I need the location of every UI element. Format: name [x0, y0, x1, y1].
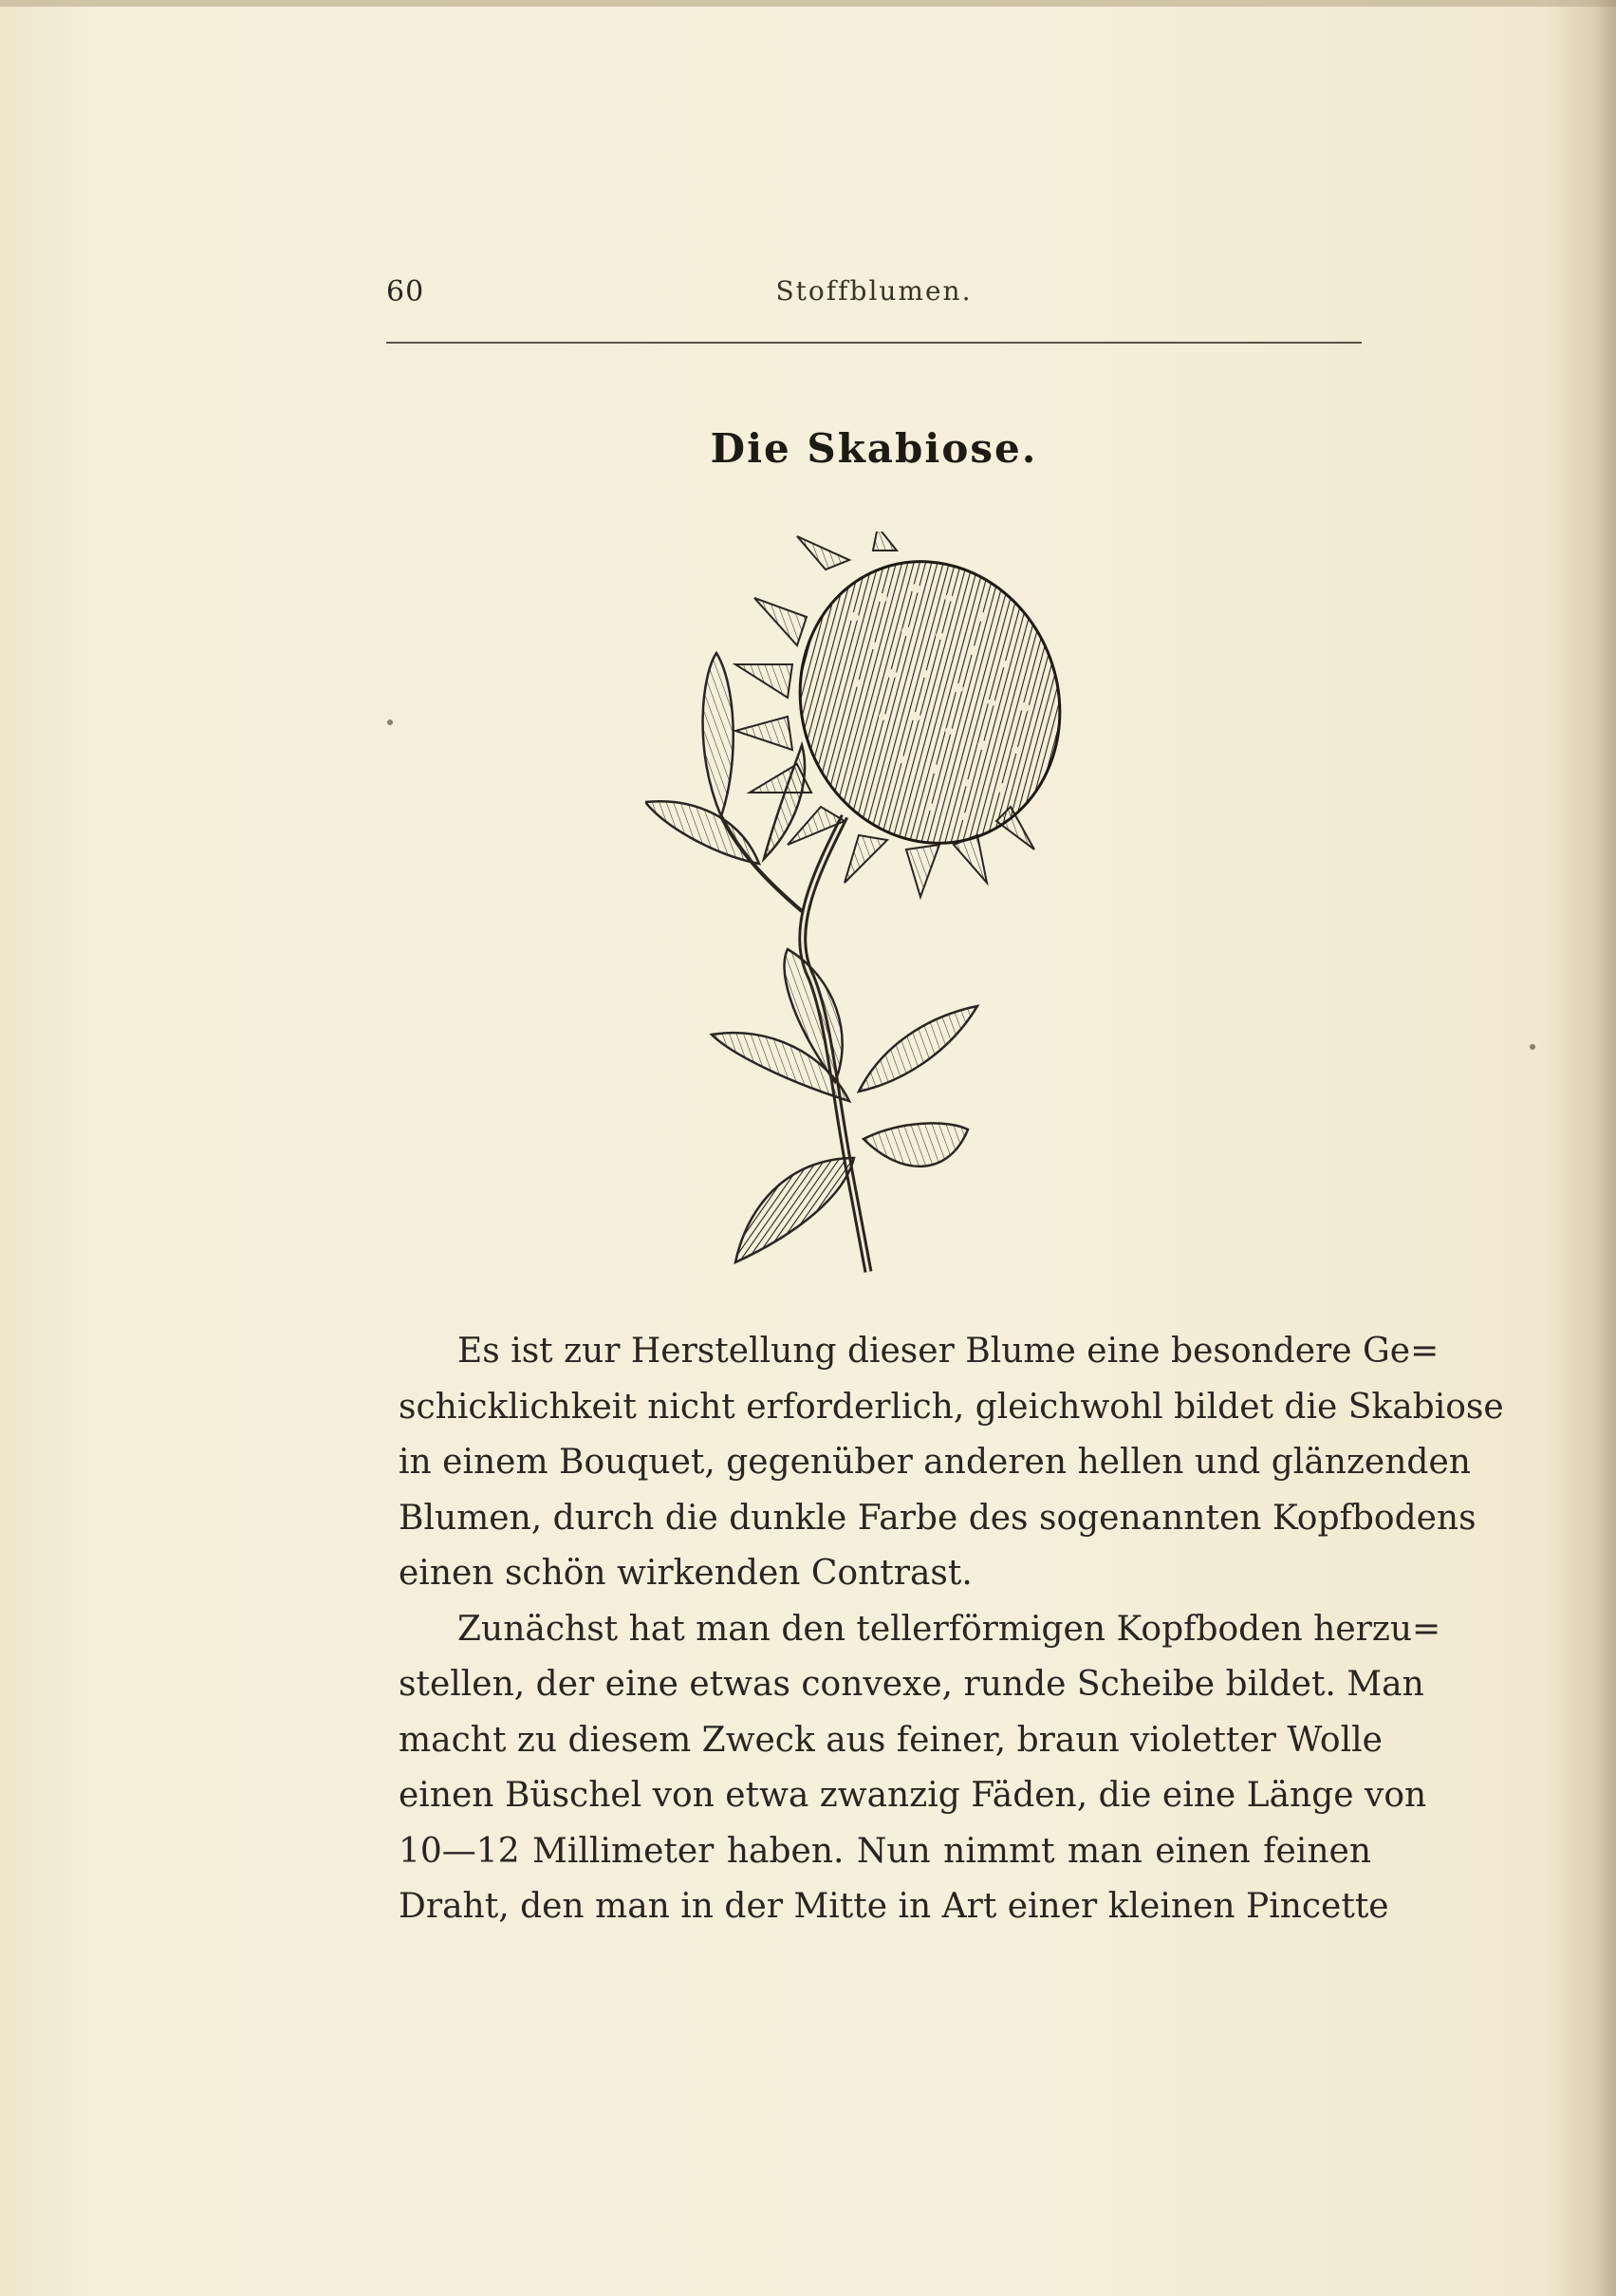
text-line: Es ist zur Herstellung dieser Blume eine besondere Ge= [457, 1332, 1440, 1371]
text-line: einen Büschel von etwa zwanzig Fäden, die eine Länge von [399, 1776, 1427, 1815]
page-top-edge [0, 0, 1616, 7]
paragraph-1 [399, 1324, 1504, 1602]
text-line: 10—12 Millimeter haben. Nun nimmt man einen feinen [399, 1831, 1371, 1871]
paragraph-2 [399, 1602, 1441, 1935]
paper-speck [1530, 1044, 1535, 1050]
page-number: 60 [386, 275, 425, 308]
text-line: schicklichkeit nicht erforderlich, gleichwohl bildet die Skabiose [399, 1387, 1504, 1427]
text-line: in einem Bouquet, gegenüber anderen hellen und glänzenden [399, 1443, 1471, 1482]
running-head: Stoffblumen. [775, 275, 973, 307]
paper-speck [387, 719, 393, 725]
body-text [399, 1324, 1504, 1935]
page-right-edge-shadow [1540, 0, 1616, 2296]
section-title: Die Skabiose. [710, 425, 1038, 472]
page-header [386, 275, 1362, 313]
text-line: Draht, den man in der Mitte in Art einer kleinen Pincette [399, 1887, 1389, 1926]
text-line: macht zu diesem Zweck aus feiner, braun violetter Wolle [399, 1720, 1383, 1760]
text-line: einen schön wirkenden Contrast. [399, 1554, 973, 1593]
text-line: Blumen, durch die dunkle Farbe des sogenannten Kopfbodens [399, 1498, 1477, 1538]
header-rule [386, 342, 1362, 344]
scabiosa-illustration [645, 532, 1139, 1281]
text-line: stellen, der eine etwas convexe, runde Scheibe bildet. Man [399, 1665, 1424, 1704]
text-line: Zunächst hat man den tellerförmigen Kopfboden herzu= [457, 1609, 1441, 1649]
